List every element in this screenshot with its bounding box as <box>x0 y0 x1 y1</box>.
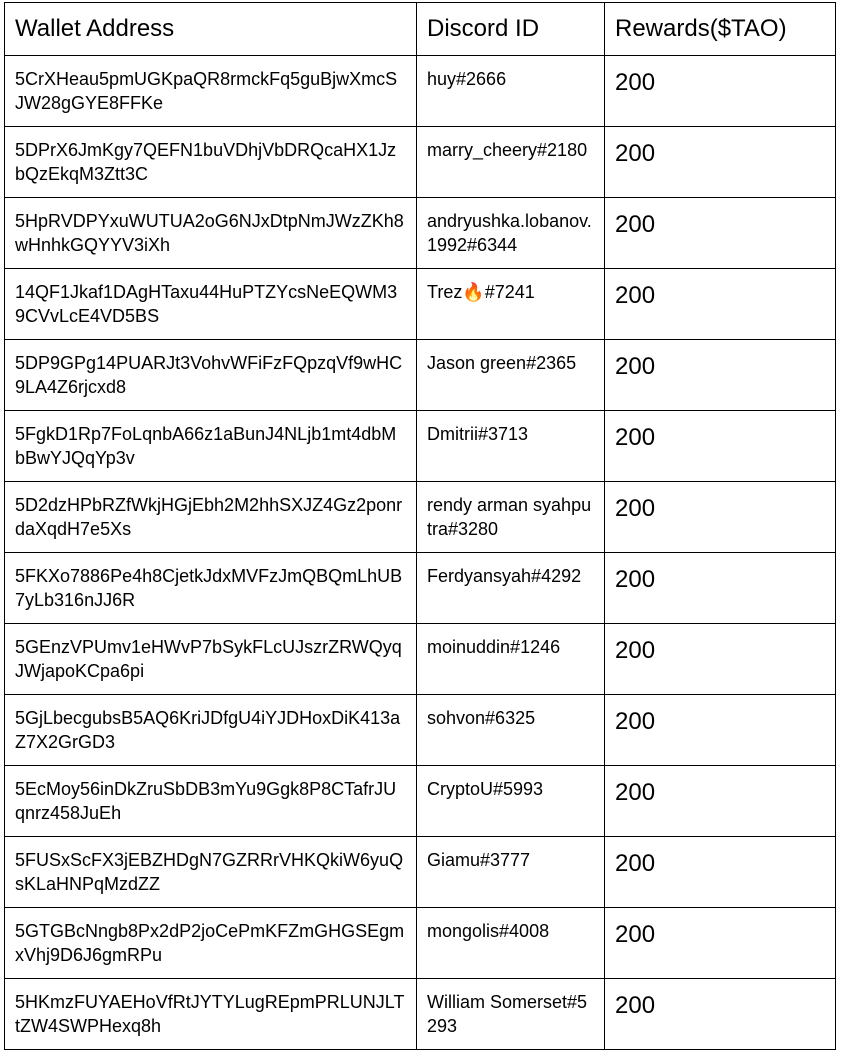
discord-id-cell: CryptoU#5993 <box>417 766 605 837</box>
discord-id-cell: Dmitrii#3713 <box>417 411 605 482</box>
table-row <box>5 198 836 269</box>
table-row <box>5 624 836 695</box>
wallet-address-cell: 5CrXHeau5pmUGKpaQR8rmckFq5guBjwXmcSJW28gGYE8FFKe <box>5 56 417 127</box>
header-wallet-address: Wallet Address <box>5 3 417 56</box>
discord-id-cell: andryushka.lobanov.1992#6344 <box>417 198 605 269</box>
header-rewards: Rewards($TAO) <box>605 3 836 56</box>
table-row <box>5 979 836 1050</box>
wallet-address-cell: 5FKXo7886Pe4h8CjetkJdxMVFzJmQBQmLhUB7yLb316nJJ6R <box>5 553 417 624</box>
reward-cell: 200 <box>605 482 836 553</box>
discord-id-cell: mongolis#4008 <box>417 908 605 979</box>
discord-id-cell: marry_cheery#2180 <box>417 127 605 198</box>
table-row <box>5 695 836 766</box>
reward-cell: 200 <box>605 908 836 979</box>
reward-cell: 200 <box>605 340 836 411</box>
wallet-address-cell: 5GEnzVPUmv1eHWvP7bSykFLcUJszrZRWQyqJWjapoKCpa6pi <box>5 624 417 695</box>
table-row <box>5 269 836 340</box>
discord-id-cell: rendy arman syahputra#3280 <box>417 482 605 553</box>
table-row <box>5 340 836 411</box>
reward-cell: 200 <box>605 269 836 340</box>
reward-cell: 200 <box>605 56 836 127</box>
discord-id-cell: Jason green#2365 <box>417 340 605 411</box>
wallet-address-cell: 5DPrX6JmKgy7QEFN1buVDhjVbDRQcaHX1JzbQzEkqM3Ztt3C <box>5 127 417 198</box>
table-row <box>5 837 836 908</box>
table-row <box>5 411 836 482</box>
discord-id-cell: Giamu#3777 <box>417 837 605 908</box>
reward-cell: 200 <box>605 553 836 624</box>
header-discord-id: Discord ID <box>417 3 605 56</box>
reward-cell: 200 <box>605 624 836 695</box>
wallet-address-cell: 5HKmzFUYAEHoVfRtJYTYLugREpmPRLUNJLTtZW4SWPHexq8h <box>5 979 417 1050</box>
discord-id-cell: sohvon#6325 <box>417 695 605 766</box>
discord-id-cell: William Somerset#5293 <box>417 979 605 1050</box>
table-row <box>5 553 836 624</box>
wallet-address-cell: 5HpRVDPYxuWUTUA2oG6NJxDtpNmJWzZKh8wHnhkGQYYV3iXh <box>5 198 417 269</box>
discord-id-cell: huy#2666 <box>417 56 605 127</box>
wallet-address-cell: 5GjLbecgubsB5AQ6KriJDfgU4iYJDHoxDiK413aZ7X2GrGD3 <box>5 695 417 766</box>
rewards-table <box>4 2 836 1050</box>
wallet-address-cell: 14QF1Jkaf1DAgHTaxu44HuPTZYcsNeEQWM39CVvLcE4VD5BS <box>5 269 417 340</box>
header-row <box>5 3 836 56</box>
reward-cell: 200 <box>605 127 836 198</box>
reward-cell: 200 <box>605 766 836 837</box>
table-row <box>5 127 836 198</box>
reward-cell: 200 <box>605 198 836 269</box>
table-row <box>5 482 836 553</box>
wallet-address-cell: 5FUSxScFX3jEBZHDgN7GZRRrVHKQkiW6yuQsKLaHNPqMzdZZ <box>5 837 417 908</box>
reward-cell: 200 <box>605 411 836 482</box>
wallet-address-cell: 5D2dzHPbRZfWkjHGjEbh2M2hhSXJZ4Gz2ponrdaXqdH7e5Xs <box>5 482 417 553</box>
discord-id-cell: Trez🔥#7241 <box>417 269 605 340</box>
wallet-address-cell: 5DP9GPg14PUARJt3VohvWFiFzFQpzqVf9wHC9LA4Z6rjcxd8 <box>5 340 417 411</box>
table-row <box>5 908 836 979</box>
reward-cell: 200 <box>605 695 836 766</box>
reward-cell: 200 <box>605 979 836 1050</box>
discord-id-cell: moinuddin#1246 <box>417 624 605 695</box>
wallet-address-cell: 5GTGBcNngb8Px2dP2joCePmKFZmGHGSEgmxVhj9D6J6gmRPu <box>5 908 417 979</box>
wallet-address-cell: 5FgkD1Rp7FoLqnbA66z1aBunJ4NLjb1mt4dbMbBwYJQqYp3v <box>5 411 417 482</box>
table-body <box>5 56 836 1050</box>
wallet-address-cell: 5EcMoy56inDkZruSbDB3mYu9Ggk8P8CTafrJUqnrz458JuEh <box>5 766 417 837</box>
reward-cell: 200 <box>605 837 836 908</box>
table-row <box>5 766 836 837</box>
discord-id-cell: Ferdyansyah#4292 <box>417 553 605 624</box>
table-row <box>5 56 836 127</box>
